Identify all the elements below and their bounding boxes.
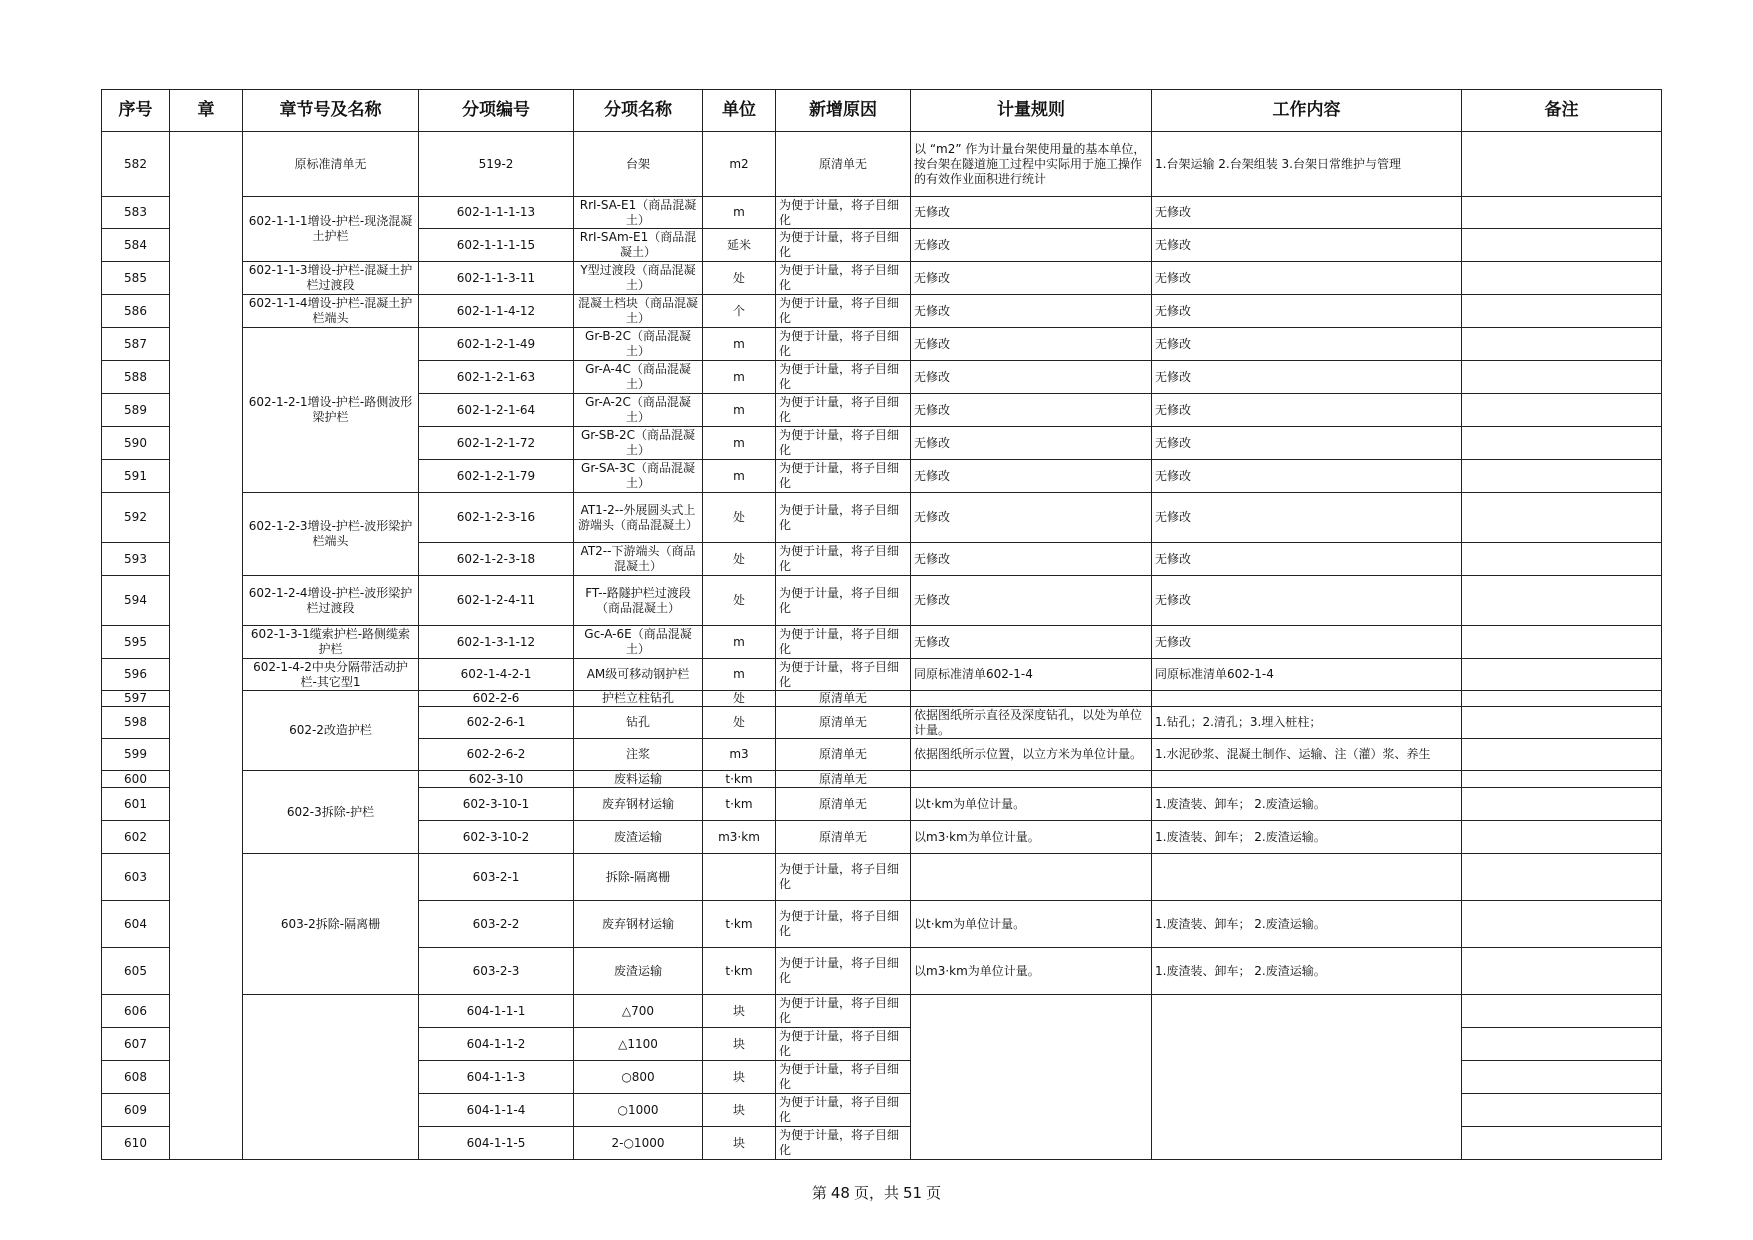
remark-cell xyxy=(1462,132,1662,197)
work-cell: 1.废渣装、卸车； 2.废渣运输。 xyxy=(1152,901,1462,948)
code-cell: 602-1-2-3-18 xyxy=(419,543,574,576)
work-cell: 1.台架运输 2.台架组装 3.台架日常维护与管理 xyxy=(1152,132,1462,197)
name-cell: Gr-SB-2C（商品混凝土） xyxy=(574,427,703,460)
work-cell: 无修改 xyxy=(1152,262,1462,295)
name-cell: 2-○1000 xyxy=(574,1127,703,1160)
reason-cell: 原清单无 xyxy=(776,821,911,854)
seq-cell: 597 xyxy=(102,691,170,707)
name-cell: △1100 xyxy=(574,1028,703,1061)
code-cell: 602-1-4-2-1 xyxy=(419,659,574,691)
unit-cell: 块 xyxy=(703,995,776,1028)
name-cell: Gr-SA-3C（商品混凝土） xyxy=(574,460,703,493)
seq-cell: 586 xyxy=(102,295,170,328)
rule-cell: 无修改 xyxy=(911,576,1152,626)
remark-cell xyxy=(1462,493,1662,543)
rule-cell: 无修改 xyxy=(911,262,1152,295)
unit-cell: 个 xyxy=(703,295,776,328)
work-cell: 无修改 xyxy=(1152,328,1462,361)
name-cell: 混凝土档块（商品混凝土） xyxy=(574,295,703,328)
rule-cell: 以t·km为单位计量。 xyxy=(911,788,1152,821)
rule-cell: 以 “m2” 作为计量台架使用量的基本单位，按台架在隧道施工过程中实际用于施工操作的有效作业面积进行统计 xyxy=(911,132,1152,197)
reason-cell: 为便于计量，将子目细化 xyxy=(776,1061,911,1094)
code-cell: 604-1-1-1 xyxy=(419,995,574,1028)
seq-cell: 601 xyxy=(102,788,170,821)
reason-cell: 为便于计量，将子目细化 xyxy=(776,1127,911,1160)
footer-page-number: 48 xyxy=(830,1184,850,1202)
name-cell: 注浆 xyxy=(574,739,703,771)
remark-cell xyxy=(1462,576,1662,626)
table-row xyxy=(102,659,1662,691)
table-row xyxy=(102,493,1662,543)
section-cell: 602-2改造护栏 xyxy=(243,691,419,771)
reason-cell: 为便于计量，将子目细化 xyxy=(776,901,911,948)
seq-cell: 608 xyxy=(102,1061,170,1094)
table-row xyxy=(102,132,1662,197)
footer-prefix: 第 xyxy=(811,1184,827,1202)
code-cell: 603-2-3 xyxy=(419,948,574,995)
seq-cell: 610 xyxy=(102,1127,170,1160)
code-cell: 602-2-6 xyxy=(419,691,574,707)
reason-cell: 为便于计量，将子目细化 xyxy=(776,1028,911,1061)
reason-cell: 为便于计量，将子目细化 xyxy=(776,460,911,493)
seq-cell: 591 xyxy=(102,460,170,493)
work-cell: 无修改 xyxy=(1152,427,1462,460)
reason-cell: 为便于计量，将子目细化 xyxy=(776,262,911,295)
reason-cell: 为便于计量，将子目细化 xyxy=(776,626,911,659)
name-cell: 废弃钢材运输 xyxy=(574,901,703,948)
header-chapter: 章 xyxy=(170,90,243,132)
reason-cell: 为便于计量，将子目细化 xyxy=(776,229,911,262)
code-cell: 603-2-2 xyxy=(419,901,574,948)
name-cell: 护栏立柱钻孔 xyxy=(574,691,703,707)
seq-cell: 588 xyxy=(102,361,170,394)
work-cell: 无修改 xyxy=(1152,543,1462,576)
footer-mid: 页，共 xyxy=(853,1184,899,1202)
code-cell: 602-1-2-1-63 xyxy=(419,361,574,394)
remark-cell xyxy=(1462,328,1662,361)
reason-cell: 原清单无 xyxy=(776,788,911,821)
unit-cell: m xyxy=(703,328,776,361)
table-row xyxy=(102,328,1662,361)
code-cell: 602-3-10-2 xyxy=(419,821,574,854)
work-cell: 无修改 xyxy=(1152,460,1462,493)
reason-cell: 原清单无 xyxy=(776,132,911,197)
remark-cell xyxy=(1462,262,1662,295)
seq-cell: 609 xyxy=(102,1094,170,1127)
name-cell: 钻孔 xyxy=(574,707,703,739)
name-cell: Gr-B-2C（商品混凝土） xyxy=(574,328,703,361)
seq-cell: 594 xyxy=(102,576,170,626)
unit-cell: m3 xyxy=(703,739,776,771)
section-cell: 603-2拆除-隔离栅 xyxy=(243,854,419,995)
reason-cell: 原清单无 xyxy=(776,707,911,739)
reason-cell: 为便于计量，将子目细化 xyxy=(776,328,911,361)
footer-suffix: 页 xyxy=(926,1184,942,1202)
remark-cell xyxy=(1462,394,1662,427)
unit-cell: m2 xyxy=(703,132,776,197)
work-cell xyxy=(1152,771,1462,788)
name-cell: Gc-A-6E（商品混凝土） xyxy=(574,626,703,659)
work-cell: 1.水泥砂浆、混凝土制作、运输、注（灌）浆、养生 xyxy=(1152,739,1462,771)
remark-cell xyxy=(1462,948,1662,995)
rule-cell: 无修改 xyxy=(911,295,1152,328)
unit-cell: 块 xyxy=(703,1127,776,1160)
name-cell: 拆除-隔离栅 xyxy=(574,854,703,901)
name-cell: 废渣运输 xyxy=(574,948,703,995)
seq-cell: 605 xyxy=(102,948,170,995)
unit-cell: 块 xyxy=(703,1061,776,1094)
work-cell: 无修改 xyxy=(1152,229,1462,262)
code-cell: 602-2-6-1 xyxy=(419,707,574,739)
table-row xyxy=(102,295,1662,328)
unit-cell: t·km xyxy=(703,788,776,821)
seq-cell: 583 xyxy=(102,197,170,229)
unit-cell: m xyxy=(703,427,776,460)
unit-cell xyxy=(703,854,776,901)
reason-cell: 为便于计量，将子目细化 xyxy=(776,948,911,995)
seq-cell: 599 xyxy=(102,739,170,771)
remark-cell xyxy=(1462,995,1662,1028)
remark-cell xyxy=(1462,460,1662,493)
unit-cell: 处 xyxy=(703,691,776,707)
rule-cell: 以m3·km为单位计量。 xyxy=(911,948,1152,995)
work-cell: 无修改 xyxy=(1152,394,1462,427)
work-cell: 无修改 xyxy=(1152,493,1462,543)
name-cell: ○1000 xyxy=(574,1094,703,1127)
remark-cell xyxy=(1462,739,1662,771)
table-row xyxy=(102,262,1662,295)
seq-cell: 606 xyxy=(102,995,170,1028)
code-cell: 602-1-2-1-64 xyxy=(419,394,574,427)
unit-cell: m xyxy=(703,361,776,394)
seq-cell: 607 xyxy=(102,1028,170,1061)
header-item-name: 分项名称 xyxy=(574,90,703,132)
unit-cell: m xyxy=(703,460,776,493)
table-row xyxy=(102,197,1662,229)
reason-cell: 为便于计量，将子目细化 xyxy=(776,493,911,543)
unit-cell: 处 xyxy=(703,576,776,626)
unit-cell: t·km xyxy=(703,948,776,995)
remark-cell xyxy=(1462,821,1662,854)
rule-cell: 以m3·km为单位计量。 xyxy=(911,821,1152,854)
section-cell: 602-1-4-2中央分隔带活动护栏-其它型1 xyxy=(243,659,419,691)
name-cell: 废弃钢材运输 xyxy=(574,788,703,821)
code-cell: 604-1-1-4 xyxy=(419,1094,574,1127)
table-row xyxy=(102,771,1662,788)
reason-cell: 为便于计量，将子目细化 xyxy=(776,1094,911,1127)
section-cell: 602-3拆除-护栏 xyxy=(243,771,419,854)
section-cell: 602-1-1-1增设-护栏-现浇混凝土护栏 xyxy=(243,197,419,262)
reason-cell: 原清单无 xyxy=(776,691,911,707)
rule-cell: 无修改 xyxy=(911,543,1152,576)
unit-cell: t·km xyxy=(703,771,776,788)
work-cell: 无修改 xyxy=(1152,576,1462,626)
remark-cell xyxy=(1462,691,1662,707)
unit-cell: 块 xyxy=(703,1028,776,1061)
remark-cell xyxy=(1462,659,1662,691)
table-row xyxy=(102,995,1662,1028)
rule-cell: 无修改 xyxy=(911,197,1152,229)
name-cell: △700 xyxy=(574,995,703,1028)
unit-cell: 处 xyxy=(703,493,776,543)
work-cell: 无修改 xyxy=(1152,361,1462,394)
remark-cell xyxy=(1462,1028,1662,1061)
reason-cell: 为便于计量，将子目细化 xyxy=(776,543,911,576)
seq-cell: 582 xyxy=(102,132,170,197)
work-cell xyxy=(1152,854,1462,901)
section-cell: 602-1-2-3增设-护栏-波形梁护栏端头 xyxy=(243,493,419,576)
seq-cell: 602 xyxy=(102,821,170,854)
name-cell: Gr-A-4C（商品混凝土） xyxy=(574,361,703,394)
section-cell xyxy=(243,995,419,1160)
seq-cell: 585 xyxy=(102,262,170,295)
name-cell: Y型过渡段（商品混凝土） xyxy=(574,262,703,295)
footer-total-pages: 51 xyxy=(903,1184,923,1202)
remark-cell xyxy=(1462,427,1662,460)
code-cell: 602-1-1-1-15 xyxy=(419,229,574,262)
rule-cell: 依据图纸所示位置，以立方米为单位计量。 xyxy=(911,739,1152,771)
code-cell: 604-1-1-3 xyxy=(419,1061,574,1094)
section-cell: 原标准清单无 xyxy=(243,132,419,197)
table-row xyxy=(102,576,1662,626)
rule-cell: 无修改 xyxy=(911,361,1152,394)
work-cell: 1.废渣装、卸车； 2.废渣运输。 xyxy=(1152,821,1462,854)
remark-cell xyxy=(1462,361,1662,394)
header-seq: 序号 xyxy=(102,90,170,132)
name-cell: FT--路隧护栏过渡段（商品混凝土） xyxy=(574,576,703,626)
work-cell xyxy=(1152,691,1462,707)
rule-cell: 无修改 xyxy=(911,427,1152,460)
seq-cell: 603 xyxy=(102,854,170,901)
rule-cell xyxy=(911,691,1152,707)
reason-cell: 原清单无 xyxy=(776,771,911,788)
reason-cell: 为便于计量，将子目细化 xyxy=(776,854,911,901)
code-cell: 603-2-1 xyxy=(419,854,574,901)
header-unit: 单位 xyxy=(703,90,776,132)
reason-cell: 为便于计量，将子目细化 xyxy=(776,427,911,460)
seq-cell: 600 xyxy=(102,771,170,788)
name-cell: 废渣运输 xyxy=(574,821,703,854)
table-row xyxy=(102,854,1662,901)
seq-cell: 596 xyxy=(102,659,170,691)
chapter-cell xyxy=(170,132,243,1160)
name-cell: AT2--下游端头（商品混凝土） xyxy=(574,543,703,576)
section-cell: 602-1-1-3增设-护栏-混凝土护栏过渡段 xyxy=(243,262,419,295)
rule-cell xyxy=(911,995,1152,1160)
remark-cell xyxy=(1462,771,1662,788)
code-cell: 519-2 xyxy=(419,132,574,197)
remark-cell xyxy=(1462,1061,1662,1094)
name-cell: Gr-A-2C（商品混凝土） xyxy=(574,394,703,427)
page-footer xyxy=(0,1182,1753,1203)
code-cell: 602-1-2-1-79 xyxy=(419,460,574,493)
name-cell: RrI-SAm-E1（商品混凝土） xyxy=(574,229,703,262)
reason-cell: 为便于计量，将子目细化 xyxy=(776,576,911,626)
code-cell: 602-1-1-1-13 xyxy=(419,197,574,229)
seq-cell: 584 xyxy=(102,229,170,262)
work-cell: 无修改 xyxy=(1152,626,1462,659)
remark-cell xyxy=(1462,1094,1662,1127)
name-cell: 台架 xyxy=(574,132,703,197)
work-cell: 1.钻孔；2.清孔；3.埋入桩柱； xyxy=(1152,707,1462,739)
work-cell: 无修改 xyxy=(1152,295,1462,328)
reason-cell: 为便于计量，将子目细化 xyxy=(776,394,911,427)
rule-cell: 无修改 xyxy=(911,626,1152,659)
code-cell: 602-1-2-4-11 xyxy=(419,576,574,626)
work-cell: 1.废渣装、卸车； 2.废渣运输。 xyxy=(1152,948,1462,995)
rule-cell xyxy=(911,771,1152,788)
unit-cell: 延米 xyxy=(703,229,776,262)
name-cell: RrI-SA-E1（商品混凝土） xyxy=(574,197,703,229)
unit-cell: 块 xyxy=(703,1094,776,1127)
remark-cell xyxy=(1462,707,1662,739)
seq-cell: 604 xyxy=(102,901,170,948)
rule-cell: 无修改 xyxy=(911,394,1152,427)
table-row xyxy=(102,626,1662,659)
section-cell: 602-1-2-1增设-护栏-路侧波形梁护栏 xyxy=(243,328,419,493)
rule-cell: 无修改 xyxy=(911,229,1152,262)
name-cell: AM级可移动钢护栏 xyxy=(574,659,703,691)
reason-cell: 为便于计量，将子目细化 xyxy=(776,659,911,691)
remark-cell xyxy=(1462,626,1662,659)
code-cell: 602-1-3-1-12 xyxy=(419,626,574,659)
code-cell: 602-1-1-4-12 xyxy=(419,295,574,328)
remark-cell xyxy=(1462,295,1662,328)
code-cell: 602-3-10-1 xyxy=(419,788,574,821)
seq-cell: 592 xyxy=(102,493,170,543)
code-cell: 602-1-2-1-72 xyxy=(419,427,574,460)
code-cell: 602-3-10 xyxy=(419,771,574,788)
unit-cell: 处 xyxy=(703,262,776,295)
unit-cell: m xyxy=(703,394,776,427)
rule-cell: 依据图纸所示直径及深度钻孔，以处为单位计量。 xyxy=(911,707,1152,739)
unit-cell: m3·km xyxy=(703,821,776,854)
rule-cell: 以t·km为单位计量。 xyxy=(911,901,1152,948)
remark-cell xyxy=(1462,229,1662,262)
header-reason: 新增原因 xyxy=(776,90,911,132)
seq-cell: 589 xyxy=(102,394,170,427)
seq-cell: 598 xyxy=(102,707,170,739)
remark-cell xyxy=(1462,543,1662,576)
unit-cell: m xyxy=(703,626,776,659)
header-work: 工作内容 xyxy=(1152,90,1462,132)
reason-cell: 为便于计量，将子目细化 xyxy=(776,295,911,328)
unit-cell: t·km xyxy=(703,901,776,948)
work-cell xyxy=(1152,995,1462,1160)
work-cell: 无修改 xyxy=(1152,197,1462,229)
code-cell: 602-1-2-3-16 xyxy=(419,493,574,543)
remark-cell xyxy=(1462,854,1662,901)
seq-cell: 595 xyxy=(102,626,170,659)
reason-cell: 为便于计量，将子目细化 xyxy=(776,197,911,229)
header-rule: 计量规则 xyxy=(911,90,1152,132)
reason-cell: 原清单无 xyxy=(776,739,911,771)
code-cell: 602-1-2-1-49 xyxy=(419,328,574,361)
code-cell: 602-2-6-2 xyxy=(419,739,574,771)
section-cell: 602-1-2-4增设-护栏-波形梁护栏过渡段 xyxy=(243,576,419,626)
rule-cell: 同原标准清单602-1-4 xyxy=(911,659,1152,691)
section-cell: 602-1-3-1缆索护栏-路侧缆索护栏 xyxy=(243,626,419,659)
code-cell: 604-1-1-5 xyxy=(419,1127,574,1160)
reason-cell: 为便于计量，将子目细化 xyxy=(776,995,911,1028)
seq-cell: 593 xyxy=(102,543,170,576)
remark-cell xyxy=(1462,1127,1662,1160)
seq-cell: 587 xyxy=(102,328,170,361)
rule-cell xyxy=(911,854,1152,901)
remark-cell xyxy=(1462,901,1662,948)
header-remark: 备注 xyxy=(1462,90,1662,132)
name-cell: ○800 xyxy=(574,1061,703,1094)
remark-cell xyxy=(1462,788,1662,821)
name-cell: AT1-2--外展圆头式上游端头（商品混凝土） xyxy=(574,493,703,543)
work-cell: 1.废渣装、卸车； 2.废渣运输。 xyxy=(1152,788,1462,821)
code-cell: 604-1-1-2 xyxy=(419,1028,574,1061)
unit-cell: m xyxy=(703,197,776,229)
rule-cell: 无修改 xyxy=(911,328,1152,361)
seq-cell: 590 xyxy=(102,427,170,460)
bill-table xyxy=(101,89,1662,1160)
header-row xyxy=(102,90,1662,132)
rule-cell: 无修改 xyxy=(911,493,1152,543)
header-section: 章节号及名称 xyxy=(243,90,419,132)
reason-cell: 为便于计量，将子目细化 xyxy=(776,361,911,394)
name-cell: 废料运输 xyxy=(574,771,703,788)
section-cell: 602-1-1-4增设-护栏-混凝土护栏端头 xyxy=(243,295,419,328)
table-row xyxy=(102,691,1662,707)
unit-cell: m xyxy=(703,659,776,691)
unit-cell: 处 xyxy=(703,543,776,576)
code-cell: 602-1-1-3-11 xyxy=(419,262,574,295)
header-item-code: 分项编号 xyxy=(419,90,574,132)
work-cell: 同原标准清单602-1-4 xyxy=(1152,659,1462,691)
unit-cell: 处 xyxy=(703,707,776,739)
rule-cell: 无修改 xyxy=(911,460,1152,493)
remark-cell xyxy=(1462,197,1662,229)
